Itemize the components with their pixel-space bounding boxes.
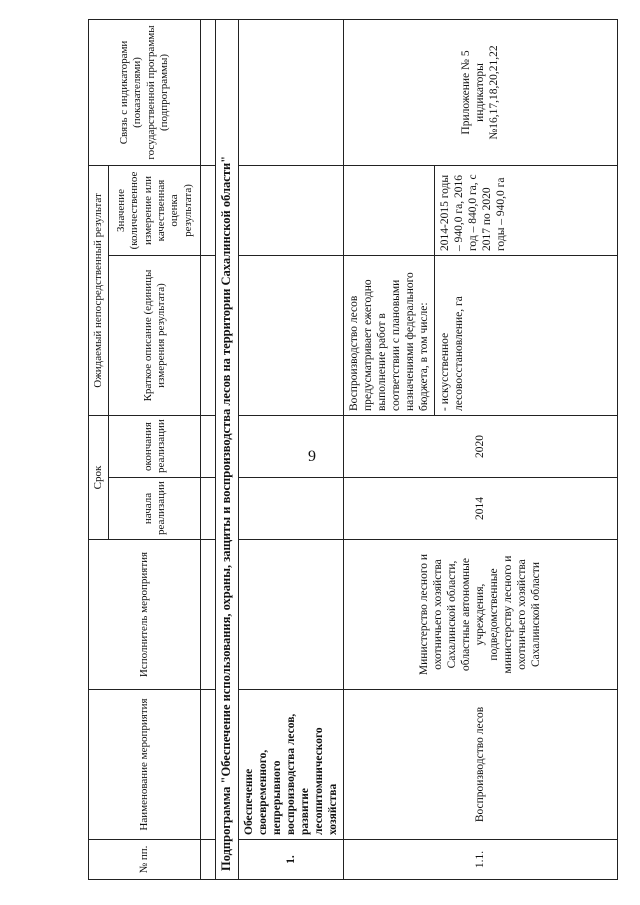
row2-executor: Министерство лесного и охотничьего хозяйства Сахалинской области, областные автономные учреждения, подведомственные министерству лесного и охотничьего хозяйства Сахалинской области [343, 540, 617, 690]
row1-executor [238, 540, 343, 690]
row2-end: 2020 [343, 416, 617, 478]
row2-name: Воспроизводство лесов [343, 690, 617, 840]
header-term: Срок [89, 416, 109, 540]
header-name: Наименование мероприятия [89, 690, 201, 840]
table-row [343, 19, 434, 879]
row2-desc-b: - искусственное лесовосстановление, га [434, 256, 617, 416]
row1-start [238, 478, 343, 540]
header-desc: Краткое описание (единицы измерения результата) [109, 256, 201, 416]
header-value: Значение (количественное измерение или качественная оценка результата) [109, 165, 201, 255]
header-link: Связь с индикаторами (показателями) государственной программы (подпрограммы) [89, 19, 201, 165]
table-row [238, 19, 343, 879]
spacer-row [201, 19, 216, 879]
header-end: окончания реализации [109, 416, 201, 478]
row1-name: Обеспечение своевременного, непрерывного воспроизводства лесов, развитие лесопитомнического хозяйства [238, 690, 343, 840]
row1-value [238, 165, 343, 255]
row2-start: 2014 [343, 478, 617, 540]
header-executor: Исполнитель мероприятия [89, 540, 201, 690]
header-expected: Ожидаемый непосредственный результат [89, 165, 109, 415]
row2-value-a [343, 165, 434, 255]
measures-table [88, 19, 618, 880]
row2-desc-a: Воспроизводство лесов предусматривает ежегодно выполнение работ в соответствии с плановыми назначениями федерального бюджета, в том числе: [343, 256, 434, 416]
row1-link [238, 19, 343, 165]
row2-value-b: 2014-2015 годы – 940,0 га, 2016 год – 840,0 га, с 2017 по 2020 годы – 940,0 га [434, 165, 617, 255]
row1-num: 1. [238, 840, 343, 880]
row1-end [238, 416, 343, 478]
subprogram-title: Подпрограмма "Обеспечение использования, охраны, защиты и воспроизводства лесов на территории Сахалинской области" [216, 19, 238, 879]
row2-num: 1.1. [343, 840, 617, 880]
header-num: № пп. [89, 840, 201, 880]
page-number: 9 [308, 448, 316, 465]
row1-desc [238, 256, 343, 416]
rotated-table-wrapper [88, 20, 618, 880]
header-start: начала реализации [109, 478, 201, 540]
row2-link: Приложение № 5 индикаторы №16,17,18,20,21,22 [343, 19, 617, 165]
